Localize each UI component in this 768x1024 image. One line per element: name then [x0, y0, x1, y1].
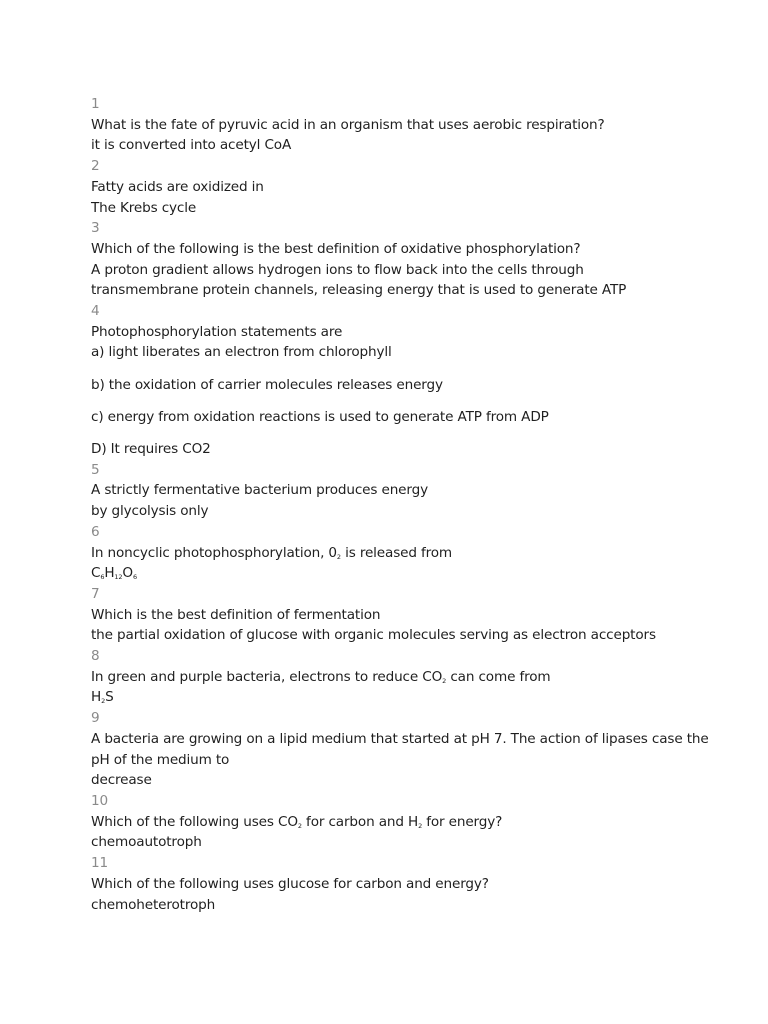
question-number: 4: [91, 303, 100, 320]
subscript: 2: [297, 821, 302, 830]
question-number: 7: [91, 585, 100, 602]
subscript: 2: [418, 821, 423, 830]
question-text: A bacteria are growing on a lipid medium that started at pH 7. The action of lipases case the pH of the medium to: [91, 730, 709, 768]
question-number: 3: [91, 220, 100, 237]
answer-option: c) energy from oxidation reactions is used to generate ATP from ADP: [91, 408, 549, 425]
text-fragment: S: [105, 689, 114, 706]
question-number: 1: [91, 96, 100, 112]
subscript: 2: [336, 552, 341, 561]
answer-text: decrease: [91, 772, 152, 789]
question-number: 6: [91, 523, 100, 540]
text-fragment: is released from: [340, 544, 453, 561]
text-fragment: In noncyclic photophosphorylation, 0: [91, 544, 337, 561]
answer-formula: [91, 563, 731, 584]
answer-text: the partial oxidation of glucose with organic molecules serving as electron acceptors: [91, 627, 656, 644]
answer-text: A proton gradient allows hydrogen ions to flow back into the cells through: [91, 261, 584, 278]
question-text: Photophosphorylation statements are: [91, 323, 343, 340]
question-number: 10: [91, 793, 108, 809]
question-number: 9: [91, 710, 100, 727]
text-fragment: H: [91, 689, 102, 706]
text-fragment: C: [91, 565, 101, 582]
question-text: Fatty acids are oxidized in: [91, 178, 264, 195]
subscript: 12: [114, 573, 123, 582]
text-fragment: In green and purple bacteria, electrons to reduce CO: [91, 668, 443, 685]
question-text: Which of the following uses glucose for carbon and energy?: [91, 875, 489, 892]
answer-text: The Krebs cycle: [91, 199, 197, 216]
text-fragment: can come from: [446, 668, 551, 685]
answer-text: chemoheterotroph: [91, 896, 216, 913]
answer-text: chemoautotroph: [91, 834, 202, 851]
question-text: [91, 812, 731, 833]
question-text: Which of the following is the best definition of oxidative phosphorylation?: [91, 240, 581, 257]
answer-text: transmembrane protein channels, releasing energy that is used to generate ATP: [91, 282, 627, 299]
subscript: 6: [100, 573, 105, 582]
text-fragment: O: [122, 565, 133, 582]
answer-text: by glycolysis only: [91, 503, 209, 520]
subscript: 6: [132, 573, 137, 582]
question-number: 11: [91, 855, 108, 872]
answer-option: D) It requires CO2: [91, 441, 211, 458]
question-text: What is the fate of pyruvic acid in an organism that uses aerobic respiration?: [91, 116, 605, 133]
subscript: 2: [442, 676, 447, 685]
text-fragment: for energy?: [422, 813, 503, 830]
question-list: [91, 94, 731, 915]
text-fragment: for carbon and H: [301, 813, 419, 830]
subscript: 2: [101, 697, 106, 706]
question-text: Which is the best definition of fermentation: [91, 606, 381, 623]
question-text: [91, 667, 731, 688]
answer-formula: [91, 687, 731, 708]
question-number: 5: [91, 461, 100, 478]
answer-option: a) light liberates an electron from chlorophyll: [91, 344, 392, 361]
answer-option: b) the oxidation of carrier molecules releases energy: [91, 376, 443, 393]
answer-text: it is converted into acetyl CoA: [91, 137, 292, 154]
text-fragment: Which of the following uses CO: [91, 813, 298, 830]
question-text: [91, 543, 731, 564]
question-number: 2: [91, 158, 100, 175]
text-fragment: H: [104, 565, 115, 582]
question-number: 8: [91, 648, 100, 665]
question-text: A strictly fermentative bacterium produces energy: [91, 482, 428, 499]
